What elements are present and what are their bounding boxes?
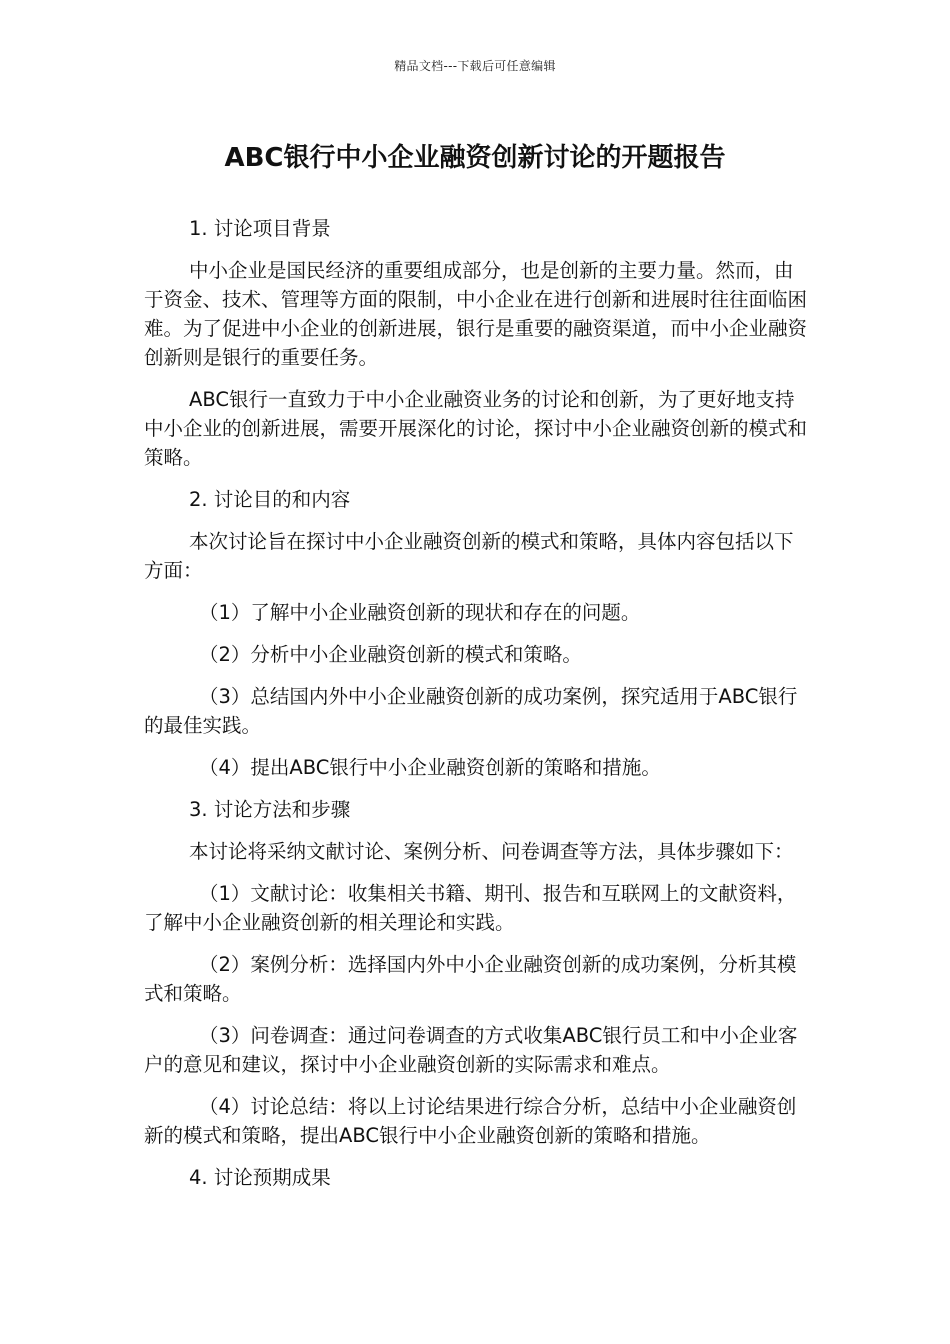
background-paragraph-2: ABC银行一直致力于中小企业融资业务的讨论和创新，为了更好地支持中小企业的创新进展，需要开展深化的讨论，探讨中小企业融资创新的模式和策略。 xyxy=(144,388,808,469)
page-header-note: 精品文档---下载后可任意编辑 xyxy=(394,59,556,73)
method-item: （3）问卷调查：通过问卷调查的方式收集ABC银行员工和中小企业客户的意见和建议，探讨中小企业融资创新的实际需求和难点。 xyxy=(144,1024,798,1076)
objective-item: （3）总结国内外中小企业融资创新的成功案例，探究适用于ABC银行的最佳实践。 xyxy=(144,685,798,737)
method-item: （4）讨论总结：将以上讨论结果进行综合分析，总结中小企业融资创新的模式和策略，提出ABC银行中小企业融资创新的策略和措施。 xyxy=(144,1095,797,1147)
section-heading-objectives: 2. 讨论目的和内容 xyxy=(189,488,351,511)
objective-item: （4）提出ABC银行中小企业融资创新的策略和措施。 xyxy=(199,756,661,779)
document-body xyxy=(144,214,812,1205)
method-item: （2）案例分析：选择国内外中小企业融资创新的成功案例，分析其模式和策略。 xyxy=(144,953,797,1005)
methods-paragraph: 本讨论将采纳文献讨论、案例分析、问卷调查等方法，具体步骤如下： xyxy=(189,840,794,863)
section-heading-expected-results: 4. 讨论预期成果 xyxy=(189,1166,331,1189)
objective-item: （1）了解中小企业融资创新的现状和存在的问题。 xyxy=(199,601,641,624)
objective-item: （2）分析中小企业融资创新的模式和策略。 xyxy=(199,643,582,666)
objectives-paragraph: 本次讨论旨在探讨中小企业融资创新的模式和策略，具体内容包括以下方面： xyxy=(144,530,794,582)
background-paragraph-1: 中小企业是国民经济的重要组成部分，也是创新的主要力量。然而，由于资金、技术、管理等方面的限制，中小企业在进行创新和进展时往往面临困难。为了促进中小企业的创新进展，银行是重要的融资渠道，而中小企业融资创新则是银行的重要任务。 xyxy=(144,259,808,369)
method-item: （1）文献讨论：收集相关书籍、期刊、报告和互联网上的文献资料，了解中小企业融资创新的相关理论和实践。 xyxy=(144,882,797,934)
section-heading-methods: 3. 讨论方法和步骤 xyxy=(189,798,351,821)
document-title: ABC银行中小企业融资创新讨论的开题报告 xyxy=(224,143,726,173)
section-heading-background: 1. 讨论项目背景 xyxy=(189,217,331,240)
